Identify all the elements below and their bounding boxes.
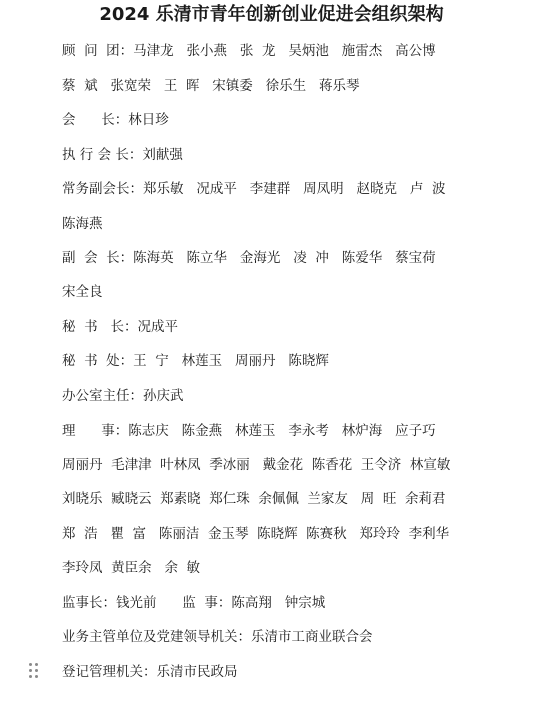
document-title: 2024 乐清市青年创新创业促进会组织架构 bbox=[99, 4, 444, 25]
secretariat-line: 秘 书 处：王 宁 林莲玉 周丽丹 陈晓辉 bbox=[62, 353, 329, 369]
directors-line-2: 周丽丹 毛津津 叶林凤 季冰丽 戴金花 陈香花 王令济 林宣敏 bbox=[62, 457, 451, 473]
office-director-line: 办公室主任：孙庆武 bbox=[62, 388, 184, 404]
directors-line-3: 刘晓乐 臧晓云 郑素晓 郑仁珠 余佩佩 兰家友 周 旺 余莉君 bbox=[62, 491, 446, 507]
directors-line-1: 理 事：陈志庆 陈金燕 林莲玉 李永考 林炉海 应子巧 bbox=[62, 423, 436, 439]
registration-authority-line: 登记管理机关：乐清市民政局 bbox=[62, 664, 238, 680]
executive-president-line: 执 行 会 长：刘献强 bbox=[62, 147, 183, 163]
standing-vice-president-line-1: 常务副会长：郑乐敏 况成平 李建群 周凤明 赵晓克 卢 波 bbox=[62, 181, 446, 197]
directors-line-5: 李玲凤 黄臣余 余 敏 bbox=[62, 560, 201, 576]
supervisors-line: 监事长：钱光前 监 事：陈高翔 钟宗城 bbox=[62, 595, 326, 611]
vice-president-line-1: 副 会 长：陈海英 陈立华 金海光 凌 冲 陈爱华 蔡宝荷 bbox=[62, 250, 436, 266]
standing-vice-president-line-2: 陈海燕 bbox=[62, 216, 103, 232]
supervising-unit-line: 业务主管单位及党建领导机关：乐清市工商业联合会 bbox=[62, 629, 373, 645]
advisors-line-2: 蔡 斌 张宽荣 王 晖 宋镇委 徐乐生 蒋乐琴 bbox=[62, 78, 360, 94]
president-line: 会 长：林日珍 bbox=[62, 112, 169, 128]
advisors-line-1: 顾 问 团：马津龙 张小燕 张 龙 吴炳池 施雷杰 高公博 bbox=[62, 43, 436, 59]
drag-handle-icon[interactable] bbox=[28, 662, 40, 680]
directors-line-4: 郑 浩 瞿 富 陈丽洁 金玉琴 陈晓辉 陈赛秋 郑玲玲 李利华 bbox=[62, 526, 450, 542]
vice-president-line-2: 宋全良 bbox=[62, 284, 103, 300]
secretary-general-line: 秘 书 长：况成平 bbox=[62, 319, 178, 335]
